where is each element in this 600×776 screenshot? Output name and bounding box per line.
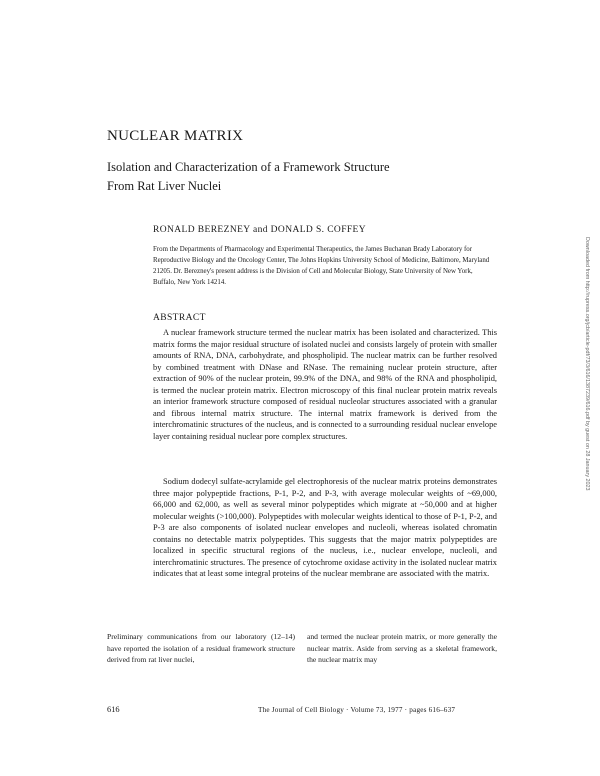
body-right-column: and termed the nuclear protein matrix, or more generally the nuclear matrix. Aside from serving as a skeletal framework, the nuclear matrix may (307, 632, 497, 665)
body-left-column: Preliminary communications from our laboratory (12–14) have reported the isolation of a residual framework structure derived from rat liver nuclei, (107, 632, 295, 665)
authors: RONALD BEREZNEY and DONALD S. COFFEY (153, 225, 367, 235)
journal-citation: The Journal of Cell Biology · Volume 73, 1977 · pages 616–637 (258, 706, 456, 714)
affiliation: From the Departments of Pharmacology and Experimental Therapeutics, the James Buchanan Brady Laboratory for Reproductive Biology and the Oncology Center, The Johns Hopkins University School of Medicine, Baltimore, Maryland 21205. Dr. Berezney's present address is the Division of Cell and Molecular Biology, State University of New York, Buffalo, New York 14214. (153, 246, 490, 286)
page-number: 616 (107, 705, 120, 714)
download-watermark: Downloaded from http://rupress.org/jcb/article-pdf/73/3/616/1387239/616.pdf by guest on 28 January 2023 (584, 237, 590, 491)
abstract-paragraph-1: A nuclear framework structure termed the nuclear matrix has been isolated and characterized. This matrix forms the major residual structure of isolated nuclei and consists largely of protein with smaller amounts of RNA, DNA, carbohydrate, and phospholipid. The nuclear matrix can be further resolved by combined treatment with DNase and RNase. The remaining nuclear protein structure, after extraction of 90% of the nuclear protein, 99.9% of the DNA, and 98% of the RNA and phospholipid, is termed the nuclear protein matrix. Electron microscopy of this final nuclear protein matrix reveals an interior framework structure composed of residual nucleolar structures associated with a granular and fibrous internal matrix structure. The internal matrix framework is derived from the interchromatinic structures of the nucleus, and is connected to a surrounding residual nuclear envelope layer containing residual nuclear pore complex structures. (153, 328, 497, 441)
subtitle-line-2: From Rat Liver Nuclei (107, 179, 222, 193)
abstract-paragraph-2: Sodium dodecyl sulfate-acrylamide gel electrophoresis of the nuclear matrix proteins demonstrates three major polypeptide fractions, P-1, P-2, and P-3, with average molecular weights of ~69,000, 66,000 and 62,000, as well as several minor polypeptides which migrate at ~50,000 and at higher molecular weights (>100,000). Polypeptides with molecular weights identical to those of P-1, P-2, and P-3 are also components of isolated nuclear envelopes and nucleoli, whereas isolated chromatin contains no detectable matrix polypeptides. This suggests that the major matrix polypeptides are localized in specific structural regions of the nucleus, i.e., nuclear envelope, nucleoli, and interchromatinic structures. The presence of cytochrome oxidase activity in the isolated nuclear matrix indicates that at least some integral proteins of the nuclear membrane are associated with the matrix. (153, 477, 497, 579)
article-title: NUCLEAR MATRIX (107, 128, 244, 144)
abstract-heading: ABSTRACT (153, 313, 206, 323)
article-subtitle (107, 158, 390, 196)
subtitle-line-1: Isolation and Characterization of a Framework Structure (107, 160, 390, 174)
